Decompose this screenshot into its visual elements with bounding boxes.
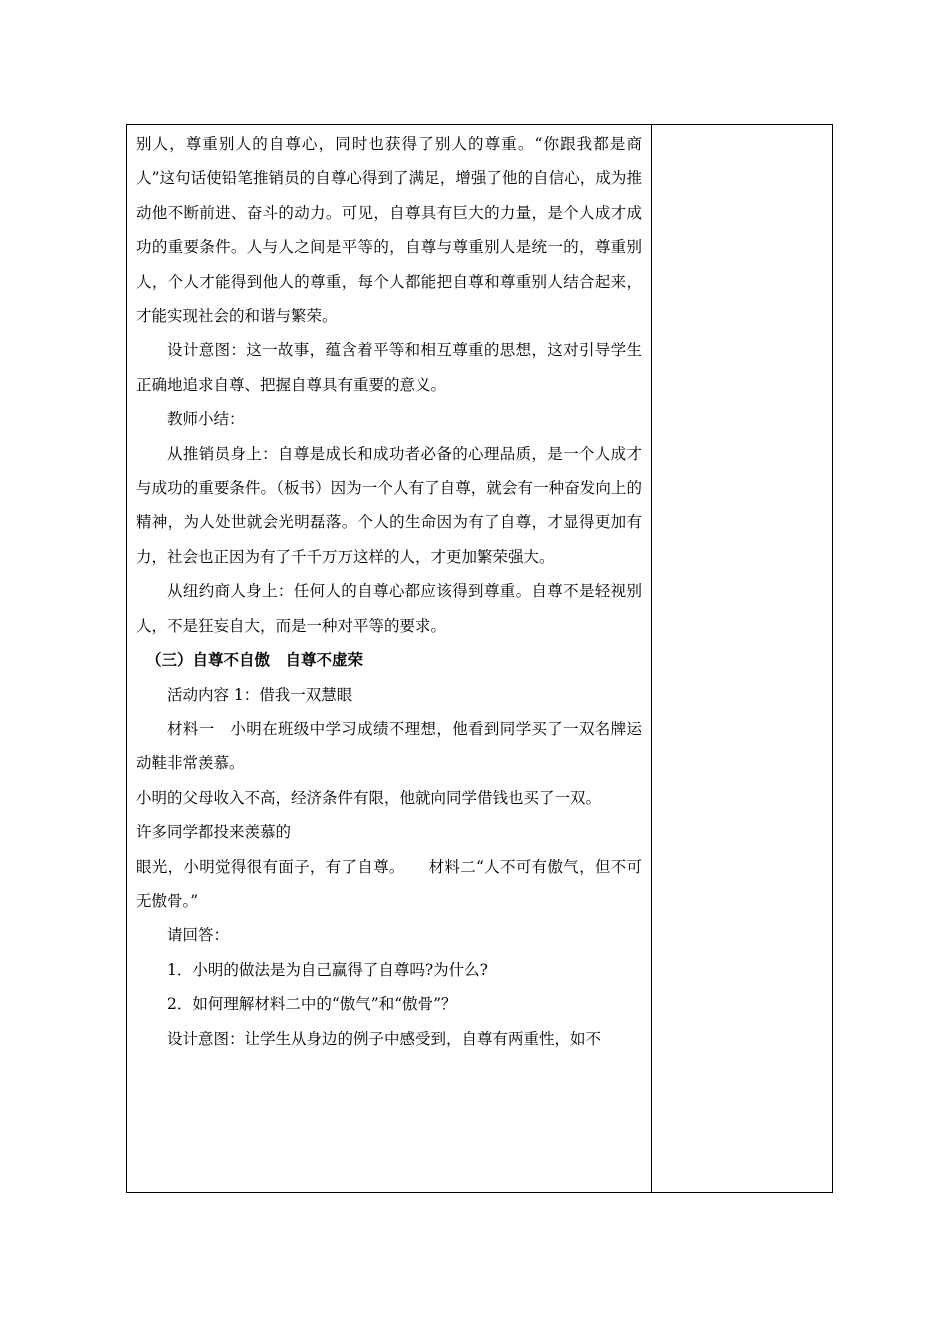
paragraph-teacher-summary-label: 教师小结：: [167, 410, 245, 429]
paragraph-design-intent-2: 设计意图：让学生从身边的例子中感受到，自尊有两重性，如不: [167, 1029, 602, 1048]
paragraph-material-two: 眼光，小明觉得很有面子，有了自尊。 材料二“人不可有傲气，但不可无傲骨。”: [136, 857, 642, 910]
paragraph-self-respect-power: 别人，尊重别人的自尊心，同时也获得了别人的尊重。“你跟我都是商人”这句话使铅笔推销员的自尊心得到了满足，增强了他的自信心，成为推动他不断前进、奋斗的动力。可见，自尊具有巨大的力量，是个人成才成功的重要条件。人与人之间是平等的，自尊与尊重别人是统一的，尊重别人，个人才能得到他人的尊重，每个人都能把自尊和尊重别人结合起来，才能实现社会的和谐与繁荣。: [136, 135, 642, 326]
paragraph-salesman-lesson: 从推销员身上：自尊是成长和成功者必备的心理品质，是一个人成才与成功的重要条件。（板书）因为一个人有了自尊，就会有一种奋发向上的精神，为人处世就会光明磊落。个人的生命因为有了自尊，才显得更加有力，社会也正因为有了千千万万这样的人，才更加繁荣强大。: [136, 444, 642, 566]
paragraph-design-intent-1: 设计意图：这一故事，蕴含着平等和相互尊重的思想，这对引导学生正确地追求自尊、把握自尊具有重要的意义。: [136, 341, 642, 394]
section-heading: （三）自尊不自傲 自尊不虚荣: [146, 650, 364, 670]
lesson-content-cell: [136, 127, 642, 1056]
paragraph-merchant-lesson: 从纽约商人身上：任何人的自尊心都应该得到尊重。自尊不是轻视别人，不是狂妄自大，而是一种对平等的要求。: [136, 582, 642, 635]
paragraph-material-one: 材料一 小明在班级中学习成绩不理想，他看到同学买了一双名牌运动鞋非常羡慕。: [136, 719, 642, 773]
paragraph-activity-title: 活动内容 1：借我一双慧眼: [167, 685, 353, 704]
paragraph-material-one-cont-2: 许多同学都投来羡慕的: [136, 823, 292, 842]
table-column-divider: [651, 124, 652, 1193]
paragraph-material-one-cont-1: 小明的父母收入不高，经济条件有限，他就向同学借钱也买了一双。: [136, 788, 602, 807]
paragraph-please-answer: 请回答：: [167, 926, 230, 945]
paragraph-question-1: 1．小明的做法是为自己赢得了自尊吗?为什么?: [167, 960, 488, 979]
paragraph-question-2: 2．如何理解材料二中的“傲气”和“傲骨”？: [167, 995, 457, 1014]
